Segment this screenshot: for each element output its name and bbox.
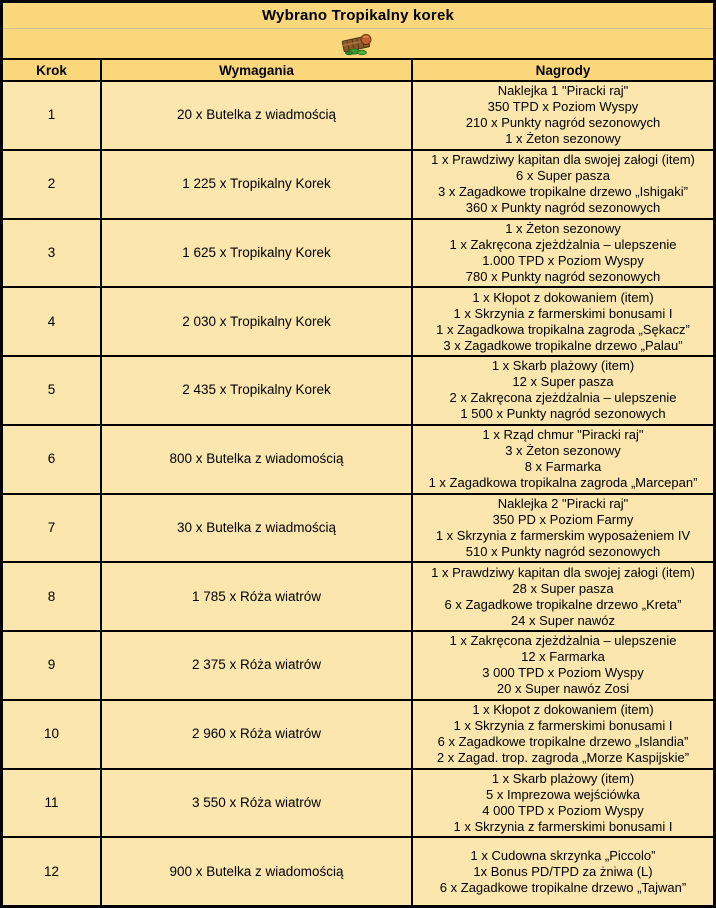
reward-line: 360 x Punkty nagród sezonowych: [465, 200, 661, 216]
reward-line: 1 x Skrzynia z farmerskimi bonusami I: [453, 818, 673, 834]
reward-line: 20 x Super nawóz Zosi: [496, 681, 630, 697]
table-title-bar: [3, 3, 713, 29]
reward-line: 3 x Zagadkowe tropikalne drzewo „Ishigaki”: [437, 184, 688, 200]
reward-line: 4 000 TPD x Poziom Wyspy: [482, 802, 644, 818]
step-cell: 10: [3, 701, 102, 768]
reward-line: 2 x Zagad. trop. zagroda „Morze Kaspijskie”: [436, 750, 690, 766]
col-header-krok: Krok: [3, 60, 102, 80]
reward-line: 1 x Skarb plażowy (item): [491, 770, 635, 786]
table-row: [3, 701, 713, 770]
step-cell: 5: [3, 357, 102, 424]
table-row: [3, 426, 713, 495]
reward-line: 1 x Skarb plażowy (item): [491, 358, 635, 374]
step-cell: 3: [3, 220, 102, 287]
tropical-cork-raft-icon: [337, 31, 379, 57]
table-body: [3, 82, 713, 905]
reward-line: 3 x Zagadkowe tropikalne drzewo „Palau”: [443, 337, 683, 353]
requirement-cell: 3 550 x Róża wiatrów: [102, 770, 413, 837]
table-row: [3, 151, 713, 220]
reward-line: 1 x Zakręcona zjeżdżalnia – ulepszenie: [449, 236, 677, 252]
reward-line: 1 x Kłopot z dokowaniem (item): [472, 289, 654, 305]
reward-line: 6 x Super pasza: [516, 168, 610, 184]
table-row: [3, 220, 713, 289]
reward-line: 1 x Zagadkowa tropikalna zagroda „Sękacz”: [436, 321, 690, 337]
reward-line: 350 PD x Poziom Farmy: [492, 511, 634, 527]
rewards-cell: [413, 288, 713, 355]
requirement-cell: 800 x Butelka z wiadomością: [102, 426, 413, 493]
item-icon-row: [3, 29, 713, 60]
reward-line: 210 x Punkty nagród sezonowych: [465, 115, 661, 131]
rewards-cell: [413, 357, 713, 424]
reward-line: 6 x Zagadkowe tropikalne drzewo „Tajwan”: [439, 879, 687, 895]
reward-line: 3 000 TPD x Poziom Wyspy: [482, 665, 644, 681]
reward-line: 1 x Rząd chmur "Piracki raj": [482, 427, 644, 443]
reward-line: 2 x Zakręcona zjeżdżalnia – ulepszenie: [449, 390, 677, 406]
step-cell: 4: [3, 288, 102, 355]
step-cell: 11: [3, 770, 102, 837]
reward-line: 28 x Super pasza: [512, 580, 614, 596]
reward-line: 1x Bonus PD/TPD za żniwa (L): [473, 863, 653, 879]
reward-line: 1 x Zagadkowa tropikalna zagroda „Marcepan”: [428, 475, 698, 491]
rewards-cell: [413, 770, 713, 837]
requirement-cell: 2 435 x Tropikalny Korek: [102, 357, 413, 424]
reward-line: 1 x Zakręcona zjeżdżalnia – ulepszenie: [449, 633, 677, 649]
reward-line: 12 x Farmarka: [521, 649, 605, 665]
step-cell: 1: [3, 82, 102, 149]
table-row: [3, 838, 713, 905]
step-cell: 8: [3, 563, 102, 630]
step-cell: 7: [3, 495, 102, 562]
reward-line: 3 x Żeton sezonowy: [505, 443, 621, 459]
step-cell: 2: [3, 151, 102, 218]
reward-line: 510 x Punkty nagród sezonowych: [465, 543, 661, 559]
reward-line: 780 x Punkty nagród sezonowych: [465, 268, 661, 284]
rewards-cell: [413, 632, 713, 699]
col-header-wymagania: Wymagania: [102, 60, 413, 80]
requirement-cell: 2 960 x Róża wiatrów: [102, 701, 413, 768]
reward-line: 1 x Cudowna skrzynka „Piccolo”: [470, 847, 656, 863]
requirement-cell: 20 x Butelka z wiadmością: [102, 82, 413, 149]
reward-line: 6 x Zagadkowe tropikalne drzewo „Kreta”: [444, 596, 682, 612]
requirement-cell: 1 625 x Tropikalny Korek: [102, 220, 413, 287]
requirement-cell: 1 785 x Róża wiatrów: [102, 563, 413, 630]
reward-line: 24 x Super nawóz: [510, 612, 616, 628]
reward-line: Naklejka 2 "Piracki raj": [497, 495, 629, 511]
table-row: [3, 82, 713, 151]
step-cell: 9: [3, 632, 102, 699]
table-row: [3, 770, 713, 839]
table-row: [3, 632, 713, 701]
rewards-cell: [413, 151, 713, 218]
table-row: [3, 357, 713, 426]
table-row: [3, 563, 713, 632]
requirement-cell: 1 225 x Tropikalny Korek: [102, 151, 413, 218]
col-header-nagrody: Nagrody: [535, 62, 591, 78]
reward-line: 5 x Imprezowa wejściówka: [486, 786, 640, 802]
reward-line: 1 x Żeton sezonowy: [505, 220, 621, 236]
requirement-cell: 900 x Butelka z wiadomością: [102, 838, 413, 905]
requirement-cell: 2 375 x Róża wiatrów: [102, 632, 413, 699]
reward-line: 1 x Skrzynia z farmerskimi bonusami I: [453, 305, 673, 321]
rewards-cell: [413, 426, 713, 493]
reward-line: 1 x Kłopot z dokowaniem (item): [472, 702, 654, 718]
reward-line: 1 x Skrzynia z farmerskim wyposażeniem IV: [435, 527, 691, 543]
rewards-cell: [413, 838, 713, 905]
rewards-cell: [413, 701, 713, 768]
rewards-cell: [413, 82, 713, 149]
reward-line: 12 x Super pasza: [512, 374, 614, 390]
column-header-row: [3, 60, 713, 82]
reward-line: 1.000 TPD x Poziom Wyspy: [482, 252, 644, 268]
requirement-cell: 2 030 x Tropikalny Korek: [102, 288, 413, 355]
reward-line: 1 x Żeton sezonowy: [505, 131, 621, 147]
rewards-cell: [413, 495, 713, 562]
reward-line: 1 x Prawdziwy kapitan dla swojej załogi (item): [431, 564, 695, 580]
requirement-cell: 30 x Butelka z wiadmością: [102, 495, 413, 562]
table-row: [3, 288, 713, 357]
reward-line: 6 x Zagadkowe tropikalne drzewo „Islandia”: [437, 734, 689, 750]
rewards-cell: [413, 563, 713, 630]
step-cell: 12: [3, 838, 102, 905]
reward-line: Naklejka 1 "Piracki raj": [497, 83, 629, 99]
reward-line: 1 x Prawdziwy kapitan dla swojej załogi (item): [431, 152, 695, 168]
rewards-cell: [413, 220, 713, 287]
reward-line: 1 500 x Punkty nagród sezonowych: [460, 406, 666, 422]
reward-line: 350 TPD x Poziom Wyspy: [487, 99, 639, 115]
reward-line: 1 x Skrzynia z farmerskimi bonusami I: [453, 718, 673, 734]
table-row: [3, 495, 713, 564]
reward-line: 8 x Farmarka: [524, 459, 602, 475]
page-title: Wybrano Tropikalny korek: [261, 7, 455, 24]
step-cell: 6: [3, 426, 102, 493]
